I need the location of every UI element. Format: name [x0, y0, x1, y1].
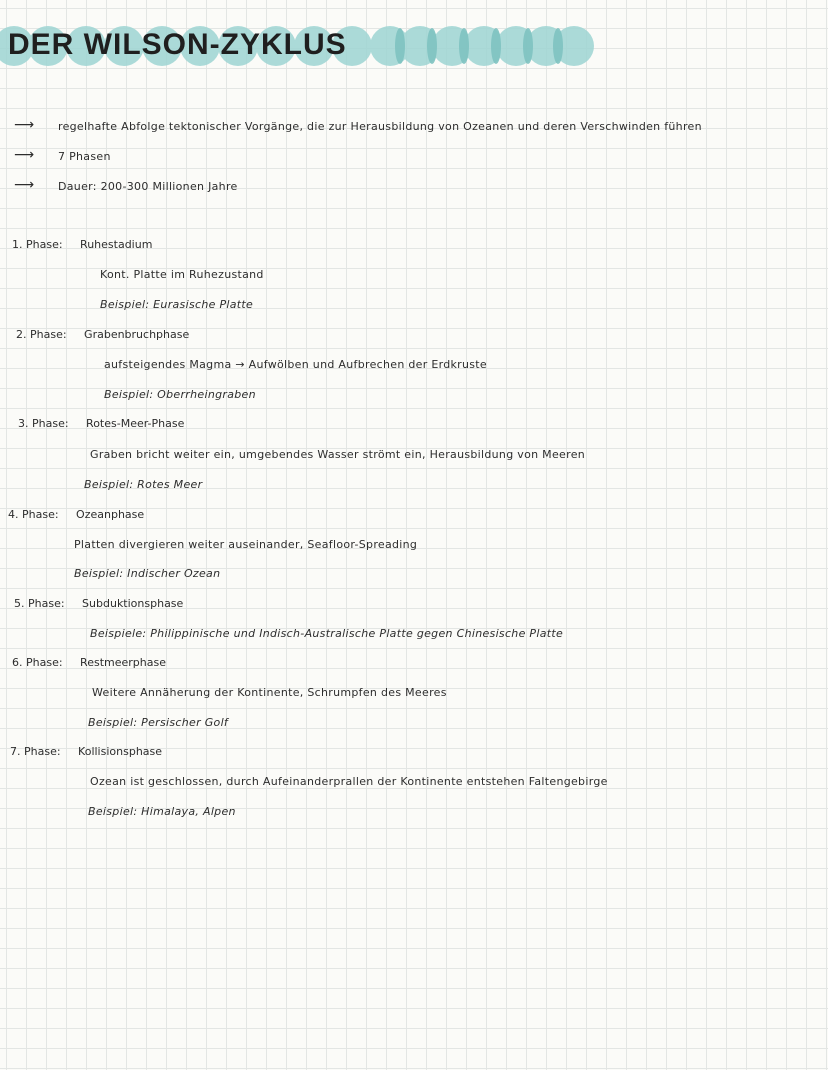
phase-label: 4. Phase: [8, 508, 59, 521]
phase-2-heading [16, 328, 189, 341]
phase-6-heading [12, 656, 166, 669]
phase-1-example: Beispiel: Eurasische Platte [100, 298, 254, 311]
phase-3-description: Graben bricht weiter ein, umgebendes Wasser strömt ein, Herausbildung von Meeren [90, 448, 586, 461]
phase-4-description: Platten divergieren weiter auseinander, Seafloor-Spreading [74, 538, 418, 551]
phase-2-description: aufsteigendes Magma → Aufwölben und Aufbrechen der Erdkruste [104, 358, 487, 371]
phase-3-heading [18, 417, 184, 430]
phase-name: Restmeerphase [80, 656, 166, 669]
phase-name: Subduktionsphase [82, 597, 184, 610]
title-banner [0, 20, 620, 72]
arrow-right-icon: ⟶ [14, 117, 35, 133]
phase-5-example: Beispiele: Philippinische und Indisch-Australische Platte gegen Chinesische Platte [90, 627, 564, 640]
phase-7-example: Beispiel: Himalaya, Alpen [88, 805, 236, 818]
phase-6-example: Beispiel: Persischer Golf [88, 716, 229, 729]
phase-name: Kollisionsphase [78, 745, 163, 758]
intro-line-duration: Dauer: 200-300 Millionen Jahre [58, 180, 238, 193]
phase-4-heading [8, 508, 144, 521]
intro-line-definition: regelhafte Abfolge tektonischer Vorgänge, die zur Herausbildung von Ozeanen und deren Verschwinden führen [58, 120, 702, 133]
phase-name: Ozeanphase [76, 508, 145, 521]
arrow-right-icon: ⟶ [14, 147, 35, 163]
phase-name: Rotes-Meer-Phase [86, 417, 185, 430]
phase-label: 7. Phase: [10, 745, 61, 758]
phase-label: 6. Phase: [12, 656, 63, 669]
phase-label: 3. Phase: [18, 417, 69, 430]
phase-5-heading [14, 597, 183, 610]
phase-7-heading [10, 745, 162, 758]
phase-name: Grabenbruchphase [84, 328, 190, 341]
phase-1-heading [12, 238, 152, 251]
phase-label: 5. Phase: [14, 597, 65, 610]
phase-7-description: Ozean ist geschlossen, durch Aufeinanderprallen der Kontinente entstehen Faltengebirge [90, 775, 608, 788]
phase-label: 1. Phase: [12, 238, 63, 251]
phase-3-example: Beispiel: Rotes Meer [84, 478, 203, 491]
phase-6-description: Weitere Annäherung der Kontinente, Schrumpfen des Meeres [92, 686, 447, 699]
phase-label: 2. Phase: [16, 328, 67, 341]
arrow-right-icon: ⟶ [14, 177, 35, 193]
phase-name: Ruhestadium [80, 238, 153, 251]
phase-4-example: Beispiel: Indischer Ozean [74, 567, 221, 580]
page-title: DER WILSON-ZYKLUS [8, 28, 347, 61]
phase-2-example: Beispiel: Oberrheingraben [104, 388, 256, 401]
phase-1-description: Kont. Platte im Ruhezustand [100, 268, 264, 281]
intro-line-phase-count: 7 Phasen [58, 150, 111, 163]
